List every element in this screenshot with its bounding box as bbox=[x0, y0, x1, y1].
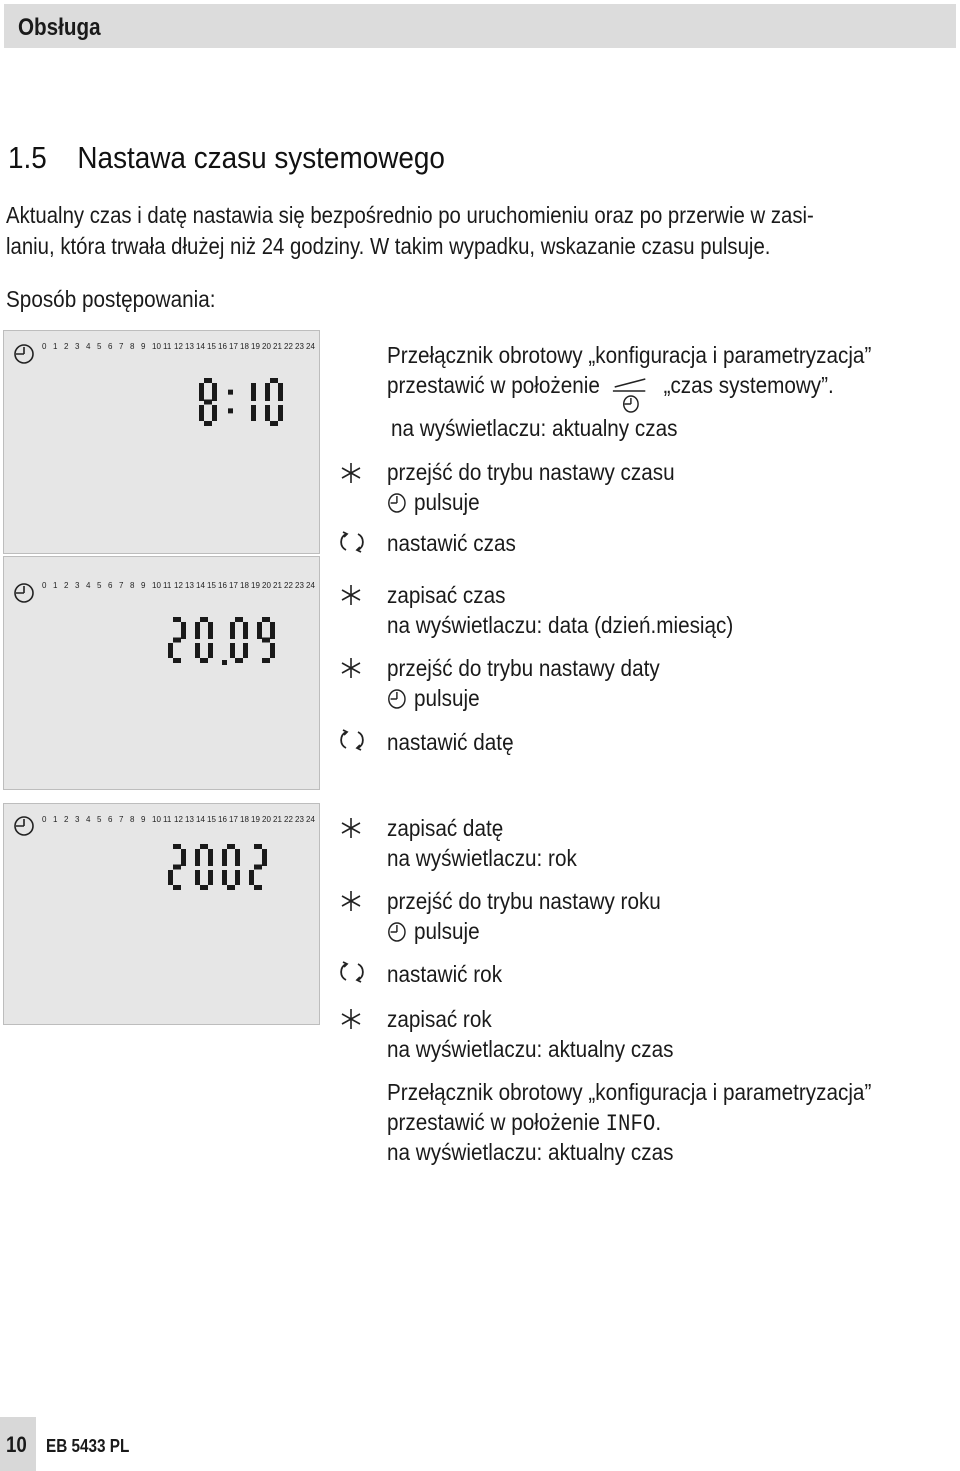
lcd-segment bbox=[278, 383, 283, 401]
lcd-segment bbox=[262, 658, 270, 663]
lcd-segment bbox=[270, 622, 275, 639]
lcd-segment bbox=[235, 658, 243, 663]
lcd-segment bbox=[278, 405, 283, 421]
clock-icon bbox=[15, 584, 33, 602]
hour-scale-label: 14 bbox=[196, 581, 205, 590]
hour-scale-label: 23 bbox=[295, 581, 304, 590]
hour-scale-label: 19 bbox=[251, 815, 260, 824]
lcd-segment bbox=[254, 865, 262, 870]
hour-scale-label: 19 bbox=[251, 342, 260, 351]
hour-scale-label: 4 bbox=[86, 342, 91, 351]
intro-line: laniu, która trwała dłużej niż 24 godziny. W takim wypadku, wskazanie czasu pulsuje. bbox=[6, 233, 771, 259]
step-text bbox=[387, 487, 480, 517]
procedure-label: Sposób postępowania: bbox=[6, 286, 216, 312]
step-text bbox=[387, 1107, 661, 1139]
asterisk-button-icon bbox=[340, 1008, 362, 1030]
lcd-display-year bbox=[166, 842, 286, 900]
step-text: Przełącznik obrotowy „konfiguracja i parametryzacja” bbox=[387, 1079, 872, 1105]
hour-scale bbox=[4, 804, 321, 844]
lcd-segment bbox=[270, 643, 275, 658]
lcd-segment bbox=[227, 885, 235, 890]
section-heading: Nastawa czasu systemowego bbox=[77, 140, 445, 175]
intro-line: Aktualny czas i datę nastawia się bezpośrednio po uruchomieniu oraz po przerwie w zasi- bbox=[6, 202, 814, 228]
hour-scale-label: 10 bbox=[152, 581, 161, 590]
lcd-colon bbox=[228, 390, 233, 395]
header-title: Obsługa bbox=[18, 14, 101, 41]
hour-scale-label: 15 bbox=[207, 342, 216, 351]
lcd-colon bbox=[228, 408, 233, 413]
hour-scale-label: 24 bbox=[306, 581, 315, 590]
step-text: na wyświetlaczu: aktualny czas bbox=[387, 1139, 674, 1165]
hour-scale-label: 19 bbox=[251, 581, 260, 590]
asterisk-button-icon bbox=[340, 584, 362, 606]
lcd-display-time bbox=[197, 376, 287, 436]
lcd-dot bbox=[222, 660, 227, 665]
hour-scale-label: 2 bbox=[64, 815, 69, 824]
section-number: 1.5 bbox=[8, 140, 47, 175]
hour-scale-label: 22 bbox=[284, 342, 293, 351]
hour-scale-label: 5 bbox=[97, 815, 102, 824]
step-text-part: przestawić w położenie bbox=[387, 372, 600, 398]
hour-scale-label: 8 bbox=[130, 815, 135, 824]
lcd-segment bbox=[243, 622, 248, 639]
hour-scale-label: 1 bbox=[53, 581, 58, 590]
hour-scale-label: 12 bbox=[174, 342, 183, 351]
hour-scale-label: 16 bbox=[218, 815, 227, 824]
step-text: na wyświetlaczu: aktualny czas bbox=[387, 1036, 674, 1062]
hour-scale-label: 21 bbox=[273, 815, 282, 824]
lcd-segment bbox=[270, 378, 278, 383]
lcd-segment bbox=[212, 383, 217, 401]
lcd-segment bbox=[208, 643, 213, 658]
hour-scale-label: 20 bbox=[262, 815, 271, 824]
lcd-segment bbox=[243, 643, 248, 658]
hour-scale-label: 1 bbox=[53, 342, 58, 351]
hour-scale-label: 12 bbox=[174, 815, 183, 824]
step-text-part: pulsuje bbox=[414, 489, 480, 515]
lcd-segment bbox=[262, 617, 270, 622]
rotary-knob-icon bbox=[340, 960, 364, 984]
lcd-segment bbox=[222, 870, 227, 885]
lcd-segment bbox=[199, 405, 204, 421]
lcd-segment bbox=[204, 400, 212, 405]
lcd-segment bbox=[168, 643, 173, 658]
hour-scale-label: 9 bbox=[141, 342, 146, 351]
lcd-segment bbox=[227, 844, 235, 849]
hour-scale-label: 18 bbox=[240, 342, 249, 351]
lcd-segment bbox=[230, 622, 235, 639]
lcd-segment bbox=[173, 865, 181, 870]
lcd-segment bbox=[262, 638, 270, 643]
display-panel-year bbox=[3, 803, 320, 1025]
hour-scale-label: 8 bbox=[130, 581, 135, 590]
lcd-segment bbox=[208, 849, 213, 866]
hour-scale-label: 15 bbox=[207, 815, 216, 824]
lcd-segment bbox=[204, 378, 212, 383]
asterisk-button-icon bbox=[340, 462, 362, 484]
lcd-segment bbox=[173, 844, 181, 849]
hour-scale-label: 23 bbox=[295, 342, 304, 351]
hour-scale-label: 13 bbox=[185, 815, 194, 824]
hour-scale-label: 3 bbox=[75, 581, 80, 590]
hour-scale-label: 5 bbox=[97, 581, 102, 590]
intro-text bbox=[6, 200, 944, 262]
section-title bbox=[8, 140, 445, 176]
hour-scale-label: 1 bbox=[53, 815, 58, 824]
page-number: 10 bbox=[6, 1432, 27, 1457]
hour-scale-label: 21 bbox=[273, 581, 282, 590]
lcd-segment bbox=[235, 870, 240, 885]
clock-icon bbox=[15, 345, 33, 363]
step-text: zapisać datę bbox=[387, 815, 504, 841]
display-panel-date bbox=[3, 556, 320, 790]
hour-scale-label: 16 bbox=[218, 581, 227, 590]
lcd-segment bbox=[173, 885, 181, 890]
lcd-segment bbox=[251, 383, 256, 401]
lcd-segment bbox=[200, 658, 208, 663]
step-text: przejść do trybu nastawy roku bbox=[387, 888, 661, 914]
asterisk-button-icon bbox=[340, 817, 362, 839]
header-bar bbox=[4, 4, 956, 48]
lcd-segment bbox=[195, 870, 200, 885]
hour-scale-label: 2 bbox=[64, 581, 69, 590]
lcd-segment bbox=[257, 622, 262, 639]
hour-scale-label: 20 bbox=[262, 581, 271, 590]
lcd-segment bbox=[204, 421, 212, 426]
step-text: nastawić datę bbox=[387, 729, 514, 755]
hour-scale-label: 18 bbox=[240, 581, 249, 590]
clock-icon bbox=[387, 688, 407, 710]
step-text: zapisać czas bbox=[387, 582, 506, 608]
hour-scale-label: 0 bbox=[42, 815, 47, 824]
clock-icon bbox=[387, 921, 407, 943]
step-text bbox=[387, 683, 480, 713]
lcd-segment bbox=[200, 617, 208, 622]
hour-scale-label: 0 bbox=[42, 342, 47, 351]
lcd-segment bbox=[254, 885, 262, 890]
step-text: nastawić czas bbox=[387, 530, 516, 556]
info-code: INFO bbox=[605, 1111, 656, 1137]
hour-scale-label: 4 bbox=[86, 581, 91, 590]
step-text: na wyświetlaczu: data (dzień.miesiąc) bbox=[387, 612, 734, 638]
hour-scale bbox=[4, 557, 321, 607]
hour-scale-label: 13 bbox=[185, 342, 194, 351]
hour-scale-label: 15 bbox=[207, 581, 216, 590]
hour-scale-label: 16 bbox=[218, 342, 227, 351]
hour-scale-label: 10 bbox=[152, 342, 161, 351]
step-text: zapisać rok bbox=[387, 1006, 492, 1032]
step-text: przejść do trybu nastawy daty bbox=[387, 655, 660, 681]
step-text bbox=[387, 370, 834, 413]
hour-scale-label: 9 bbox=[141, 581, 146, 590]
lcd-segment bbox=[200, 844, 208, 849]
hour-scale-label: 21 bbox=[273, 342, 282, 351]
hour-scale-label: 20 bbox=[262, 342, 271, 351]
hour-scale-label: 17 bbox=[229, 581, 238, 590]
lcd-segment bbox=[270, 421, 278, 426]
hour-scale-label: 3 bbox=[75, 815, 80, 824]
lcd-segment bbox=[208, 622, 213, 639]
hour-scale-label: 7 bbox=[119, 815, 124, 824]
step-text: nastawić rok bbox=[387, 961, 503, 987]
hour-scale-label: 10 bbox=[152, 815, 161, 824]
hour-scale-label: 22 bbox=[284, 815, 293, 824]
lcd-segment bbox=[262, 849, 267, 866]
hour-scale-label: 4 bbox=[86, 815, 91, 824]
step-text-part: „czas systemowy”. bbox=[663, 372, 834, 398]
page-number-box bbox=[0, 1417, 36, 1471]
hour-scale-label: 11 bbox=[163, 581, 172, 590]
hour-scale-label: 23 bbox=[295, 815, 304, 824]
hour-scale-label: 11 bbox=[163, 815, 172, 824]
lcd-segment bbox=[235, 849, 240, 866]
hour-scale-label: 24 bbox=[306, 342, 315, 351]
step-text bbox=[387, 916, 480, 946]
lcd-segment bbox=[195, 849, 200, 866]
lcd-segment bbox=[173, 658, 181, 663]
hour-scale-label: 6 bbox=[108, 581, 113, 590]
step-text-part: pulsuje bbox=[414, 918, 480, 944]
hour-scale-label: 24 bbox=[306, 815, 315, 824]
hour-scale-label: 0 bbox=[42, 581, 47, 590]
hour-scale-label: 6 bbox=[108, 342, 113, 351]
lcd-segment bbox=[208, 870, 213, 885]
lcd-segment bbox=[181, 849, 186, 866]
step-text-part: pulsuje bbox=[414, 685, 480, 711]
lcd-segment bbox=[265, 405, 270, 421]
asterisk-button-icon bbox=[340, 890, 362, 912]
lcd-segment bbox=[195, 643, 200, 658]
lcd-segment bbox=[254, 844, 262, 849]
lcd-segment bbox=[173, 617, 181, 622]
hour-scale-label: 22 bbox=[284, 581, 293, 590]
hour-scale-label: 13 bbox=[185, 581, 194, 590]
hour-scale-label: 5 bbox=[97, 342, 102, 351]
hour-scale-label: 18 bbox=[240, 815, 249, 824]
lcd-segment bbox=[265, 383, 270, 401]
hour-scale-label: 7 bbox=[119, 581, 124, 590]
rotary-knob-icon bbox=[340, 530, 364, 554]
lcd-segment bbox=[212, 405, 217, 421]
hour-scale bbox=[4, 331, 321, 371]
clock-icon bbox=[15, 817, 33, 835]
step-text-part: przestawić w położenie bbox=[387, 1109, 600, 1135]
hour-scale-label: 12 bbox=[174, 581, 183, 590]
hour-scale-label: 9 bbox=[141, 815, 146, 824]
lcd-segment bbox=[168, 870, 173, 885]
step-text: Przełącznik obrotowy „konfiguracja i parametryzacja” bbox=[387, 342, 872, 368]
rotary-clock-icon bbox=[609, 377, 654, 413]
hour-scale-label: 3 bbox=[75, 342, 80, 351]
clock-icon bbox=[387, 492, 407, 514]
lcd-segment bbox=[200, 885, 208, 890]
display-panel-time bbox=[3, 330, 320, 554]
hour-scale-label: 17 bbox=[229, 342, 238, 351]
lcd-segment bbox=[181, 622, 186, 639]
lcd-segment bbox=[249, 870, 254, 885]
lcd-segment bbox=[222, 849, 227, 866]
hour-scale-label: 14 bbox=[196, 815, 205, 824]
lcd-segment bbox=[230, 643, 235, 658]
hour-scale-label: 6 bbox=[108, 815, 113, 824]
lcd-segment bbox=[173, 638, 181, 643]
step-text: przejść do trybu nastawy czasu bbox=[387, 459, 675, 485]
lcd-display-date bbox=[166, 615, 296, 673]
step-text-part: . bbox=[655, 1109, 662, 1135]
step-text: na wyświetlaczu: aktualny czas bbox=[391, 415, 678, 441]
lcd-segment bbox=[195, 622, 200, 639]
lcd-segment bbox=[235, 617, 243, 622]
hour-scale-label: 7 bbox=[119, 342, 124, 351]
document-code: EB 5433 PL bbox=[46, 1436, 130, 1456]
lcd-segment bbox=[251, 405, 256, 421]
hour-scale-label: 14 bbox=[196, 342, 205, 351]
rotary-knob-icon bbox=[340, 728, 364, 752]
step-text: na wyświetlaczu: rok bbox=[387, 845, 577, 871]
hour-scale-label: 8 bbox=[130, 342, 135, 351]
hour-scale-label: 17 bbox=[229, 815, 238, 824]
lcd-segment bbox=[199, 383, 204, 401]
hour-scale-label: 2 bbox=[64, 342, 69, 351]
hour-scale-label: 11 bbox=[163, 342, 172, 351]
asterisk-button-icon bbox=[340, 657, 362, 679]
